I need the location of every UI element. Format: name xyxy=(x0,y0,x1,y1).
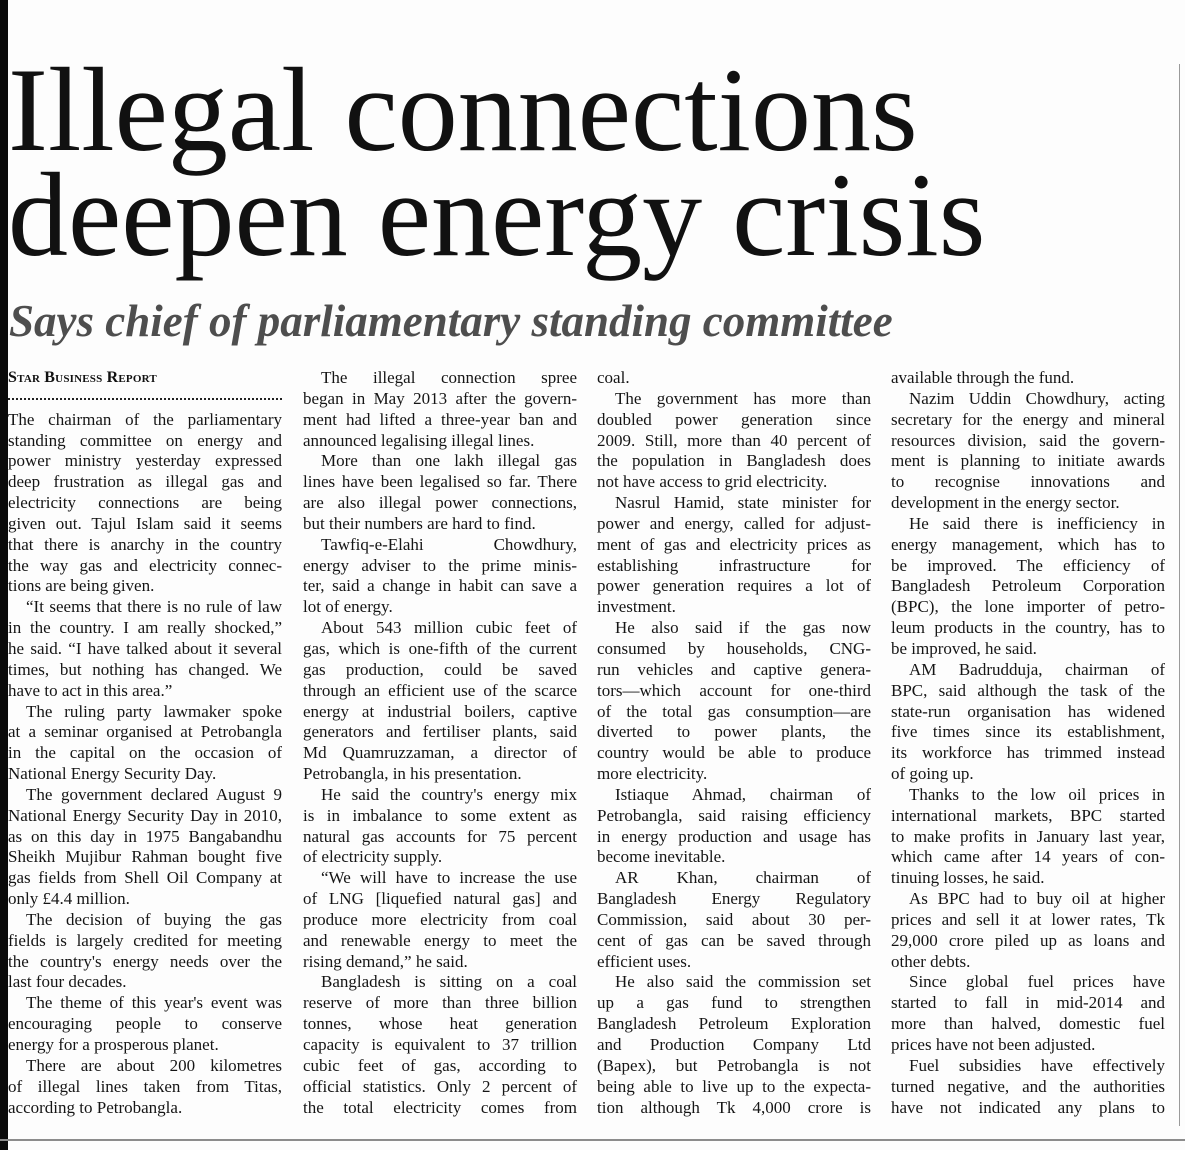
text-line: turned negative, and the authorities xyxy=(891,1076,1165,1096)
text-line: Petrobangla, in his presentation. xyxy=(303,764,522,784)
text-line: Thanks to the low oil prices in xyxy=(909,784,1165,804)
text-line: generators and fertiliser plants, said xyxy=(303,722,577,742)
text-line: as on this day in 1975 Bangabandhu xyxy=(8,826,282,846)
text-line: reserve of more than three billion xyxy=(303,993,577,1013)
text-line: tors—which account for one-third xyxy=(597,680,871,700)
text-line: of illegal lines taken from Titas, xyxy=(8,1076,282,1096)
paragraph xyxy=(891,514,1165,660)
text-line: its workforce has trimmed instead xyxy=(891,743,1165,763)
paragraph xyxy=(8,597,282,701)
text-line: country would be able to produce xyxy=(597,743,871,763)
text-line: in energy production and usage has xyxy=(597,826,871,846)
text-line: more than halved, domestic fuel xyxy=(891,1014,1165,1034)
text-line: produce more electricity from coal xyxy=(303,909,577,929)
text-line: The decision of buying the gas xyxy=(26,909,282,929)
paragraph xyxy=(597,493,871,618)
text-line: efficient uses. xyxy=(597,951,692,971)
text-line: prices and sell it at lower rates, Tk xyxy=(891,909,1165,929)
text-line: Petrobangla, said raising efficiency xyxy=(597,805,871,825)
text-line: the total electricity comes from xyxy=(303,1097,577,1117)
text-line: the country's energy needs over the xyxy=(8,951,282,971)
text-line: and Production Company Ltd xyxy=(597,1035,871,1054)
paragraph xyxy=(303,868,577,972)
text-line: natural gas accounts for 75 percent xyxy=(303,826,577,846)
text-line: gas fields from Shell Oil Company at xyxy=(8,868,282,888)
text-line: Md Quamruzzaman, a director of xyxy=(303,743,577,763)
text-line: energy adviser to the prime minis- xyxy=(303,555,577,575)
text-line: He said there is inefficiency in xyxy=(909,513,1165,533)
text-line: More than one lakh illegal gas xyxy=(321,451,577,471)
text-line: cubic feet of gas, according to xyxy=(303,1055,577,1075)
text-line: and renewable energy to meet the xyxy=(303,930,577,950)
byline-dotted-rule xyxy=(8,389,282,410)
paragraph xyxy=(597,618,871,785)
paragraph xyxy=(8,410,282,598)
text-line: Bangladesh Petroleum Exploration xyxy=(597,1014,871,1034)
text-line: given out. Tajul Islam said it seems xyxy=(8,513,282,533)
text-line: being able to live up to the expecta- xyxy=(597,1076,871,1096)
text-line: cent of gas can be saved through xyxy=(597,930,871,950)
text-line: Since global fuel prices have xyxy=(909,972,1165,992)
text-line: prices have not been adjusted. xyxy=(891,1035,1096,1054)
text-line: have not indicated any plans to xyxy=(891,1097,1165,1117)
text-line: at a seminar organised at Petrobangla xyxy=(8,722,282,742)
text-line: ment of gas and electricity prices as xyxy=(597,534,871,554)
text-line: tions are being given. xyxy=(8,576,155,596)
text-line: establishing infrastructure for xyxy=(597,555,871,575)
text-line: investment. xyxy=(597,597,676,617)
text-line: leum products in the country, has to xyxy=(891,618,1165,638)
text-line: state-run organisation has widened xyxy=(891,701,1165,721)
text-line: to recognise innovations and xyxy=(891,472,1165,492)
text-line: The ruling party lawmaker spoke xyxy=(26,701,282,721)
text-line: 29,000 crore piled up as loans and xyxy=(891,930,1165,950)
text-line: deep frustration as illegal gas and xyxy=(8,472,282,492)
paragraph xyxy=(303,618,577,785)
paragraph xyxy=(8,993,282,1056)
paragraph xyxy=(597,785,871,868)
left-edge-bar xyxy=(0,0,8,1150)
text-line: “We will have to increase the use xyxy=(321,868,577,888)
paragraph xyxy=(597,972,871,1118)
text-line: capacity is equivalent to 37 trillion xyxy=(303,1035,577,1054)
text-line: He also said if the gas now xyxy=(615,618,871,638)
text-line: other debts. xyxy=(891,951,971,971)
paragraph xyxy=(597,389,871,493)
text-line: run vehicles and captive genera- xyxy=(597,659,871,679)
paragraph xyxy=(597,868,871,972)
text-line: “It seems that there is no rule of law xyxy=(26,597,282,617)
text-line: began in May 2013 after the govern- xyxy=(303,388,577,408)
text-line: of the total gas consumption—are xyxy=(597,701,871,721)
text-line: Commission, said about 30 per- xyxy=(597,909,871,929)
text-line: Tawfiq-e-Elahi Chowdhury, xyxy=(321,534,577,554)
text-line: diverted to power plants, the xyxy=(597,722,871,742)
text-line: is in imbalance to some extent as xyxy=(303,805,577,825)
text-line: tonnes, whose heat generation xyxy=(303,1014,577,1034)
text-line: last four decades. xyxy=(8,972,127,992)
paragraph xyxy=(8,1056,282,1119)
paragraph xyxy=(303,972,577,1118)
paragraph xyxy=(8,785,282,910)
text-line: He said the country's energy mix xyxy=(321,784,577,804)
text-line: energy for a prosperous planet. xyxy=(8,1035,219,1054)
text-line: the way gas and electricity connec- xyxy=(8,555,282,575)
paragraph xyxy=(303,451,577,534)
paragraph xyxy=(891,889,1165,972)
paragraph xyxy=(303,535,577,618)
text-line: more electricity. xyxy=(597,764,708,784)
article-column-1 xyxy=(8,368,282,1118)
text-line: of going up. xyxy=(891,764,974,784)
text-line: BPC, said although the task of the xyxy=(891,680,1165,700)
text-line: doubled power generation since xyxy=(597,409,871,429)
text-line: National Energy Security Day in 2010, xyxy=(8,805,282,825)
text-line: Bangladesh Energy Regulatory xyxy=(597,889,871,909)
text-line: Bangladesh is sitting on a coal xyxy=(321,972,577,992)
text-line: five times since its establishment, xyxy=(891,722,1165,742)
text-line: lines have been legalised so far. There xyxy=(303,472,577,492)
paragraph xyxy=(891,972,1165,1055)
text-line: be improved, he said. xyxy=(891,638,1037,658)
paragraph xyxy=(891,785,1165,889)
paragraph xyxy=(891,660,1165,785)
text-line: development in the energy sector. xyxy=(891,493,1120,513)
headline-line-1: Illegal connections xyxy=(8,43,918,176)
text-line: power generation requires a lot of xyxy=(597,576,871,596)
text-line: up a gas fund to strengthen xyxy=(597,993,871,1013)
text-line: As BPC had to buy oil at higher xyxy=(909,889,1165,909)
text-line: gas production, could be saved xyxy=(303,659,577,679)
text-line: only £4.4 million. xyxy=(8,889,130,909)
text-line: secretary for the energy and mineral xyxy=(891,409,1165,429)
text-line: in the country. I am really shocked,” xyxy=(8,618,282,638)
paragraph xyxy=(303,368,577,451)
text-line: of electricity supply. xyxy=(303,847,443,867)
byline: Star Business Report xyxy=(8,369,157,386)
text-line: (Bapex), but Petrobangla is not xyxy=(597,1055,871,1075)
right-column-rule xyxy=(1179,64,1180,1126)
text-line: standing committee on energy and xyxy=(8,430,282,450)
subheadline: Says chief of parliamentary standing committee xyxy=(9,296,893,346)
text-line: tinuing losses, he said. xyxy=(891,868,1045,888)
paragraph xyxy=(597,368,871,389)
text-line: Sheikh Mujibur Rahman bought five xyxy=(8,847,282,867)
text-line: (BPC), the lone importer of petro- xyxy=(891,597,1165,617)
text-line: power and energy, called for adjust- xyxy=(597,513,871,533)
text-line: the population in Bangladesh does xyxy=(597,451,871,471)
text-line: become inevitable. xyxy=(597,847,726,867)
text-line: of LNG [liquefied natural gas] and xyxy=(303,889,577,909)
text-line: times, but nothing has changed. We xyxy=(8,659,282,679)
text-line: ter, said a change in habit can save a xyxy=(303,576,577,596)
column-body xyxy=(891,368,1165,1118)
text-line: but their numbers are hard to find. xyxy=(303,513,536,533)
text-line: gas, which is one-fifth of the current xyxy=(303,638,577,658)
text-line: energy management, which has to xyxy=(891,534,1165,554)
paragraph xyxy=(891,1056,1165,1119)
text-line: announced legalising illegal lines. xyxy=(303,430,535,450)
text-line: Nasrul Hamid, state minister for xyxy=(615,493,871,513)
text-line: National Energy Security Day. xyxy=(8,764,217,784)
text-line: AM Badrudduja, chairman of xyxy=(909,659,1165,679)
text-line: Istiaque Ahmad, chairman of xyxy=(615,784,871,804)
text-line: About 543 million cubic feet of xyxy=(321,618,577,638)
article-column-2 xyxy=(303,368,577,1118)
bottom-rule xyxy=(0,1139,1185,1141)
paragraph xyxy=(891,368,1165,389)
column-body xyxy=(303,368,577,1118)
text-line: There are about 200 kilometres xyxy=(26,1055,282,1075)
headline-line-2: deepen energy crisis xyxy=(8,148,986,281)
text-line: official statistics. Only 2 percent of xyxy=(303,1076,577,1096)
paragraph xyxy=(8,910,282,993)
text-line: AR Khan, chairman of xyxy=(615,868,871,888)
text-line: The government has more than xyxy=(615,388,871,408)
text-line: to make profits in January last year, xyxy=(891,826,1165,846)
text-line: coal. xyxy=(597,368,630,387)
text-line: ment is planning to initiate awards xyxy=(891,451,1165,471)
text-line: lot of energy. xyxy=(303,597,393,617)
text-line: in the capital on the occasion of xyxy=(8,743,282,763)
text-line: The chairman of the parliamentary xyxy=(8,409,282,429)
text-line: through an efficient use of the scarce xyxy=(303,680,577,700)
paragraph xyxy=(891,389,1165,514)
article-column-3 xyxy=(597,368,871,1118)
text-line: not have access to grid electricity. xyxy=(597,472,828,492)
text-line: started to fall in mid-2014 and xyxy=(891,993,1165,1013)
text-line: international markets, BPC started xyxy=(891,805,1165,825)
text-line: energy at industrial boilers, captive xyxy=(303,701,577,721)
paragraph xyxy=(8,702,282,785)
text-line: resources division, said the govern- xyxy=(891,430,1165,450)
text-line: available through the fund. xyxy=(891,368,1075,387)
text-line: Nazim Uddin Chowdhury, acting xyxy=(909,388,1165,408)
text-line: He also said the commission set xyxy=(615,972,871,992)
article-column-4 xyxy=(891,368,1165,1118)
text-line: which came after 14 years of con- xyxy=(891,847,1165,867)
text-line: encouraging people to conserve xyxy=(8,1014,282,1034)
text-line: that there is anarchy in the country xyxy=(8,534,282,554)
text-line: he said. “I have talked about it several xyxy=(8,638,282,658)
text-line: Fuel subsidies have effectively xyxy=(909,1055,1165,1075)
paragraph xyxy=(303,785,577,868)
text-line: be improved. The efficiency of xyxy=(891,555,1165,575)
text-line: rising demand,” he said. xyxy=(303,951,468,971)
text-line: power ministry yesterday expressed xyxy=(8,451,282,471)
text-line: consumed by households, CNG- xyxy=(597,638,871,658)
column-body xyxy=(597,368,871,1118)
text-line: tion although Tk 4,000 crore is xyxy=(597,1097,871,1117)
text-line: The theme of this year's event was xyxy=(26,993,282,1013)
text-line: 2009. Still, more than 40 percent of xyxy=(597,430,871,450)
text-line: The government declared August 9 xyxy=(26,784,282,804)
text-line: The illegal connection spree xyxy=(321,368,577,387)
text-line: Bangladesh Petroleum Corporation xyxy=(891,576,1165,596)
text-line: ment had lifted a three-year ban and xyxy=(303,409,577,429)
text-line: are also illegal power connections, xyxy=(303,493,577,513)
text-line: fields is largely credited for meeting xyxy=(8,930,282,950)
column-body xyxy=(8,410,282,1119)
text-line: have to act in this area.” xyxy=(8,680,173,700)
text-line: according to Petrobangla. xyxy=(8,1097,183,1117)
text-line: electricity connections are being xyxy=(8,493,282,513)
